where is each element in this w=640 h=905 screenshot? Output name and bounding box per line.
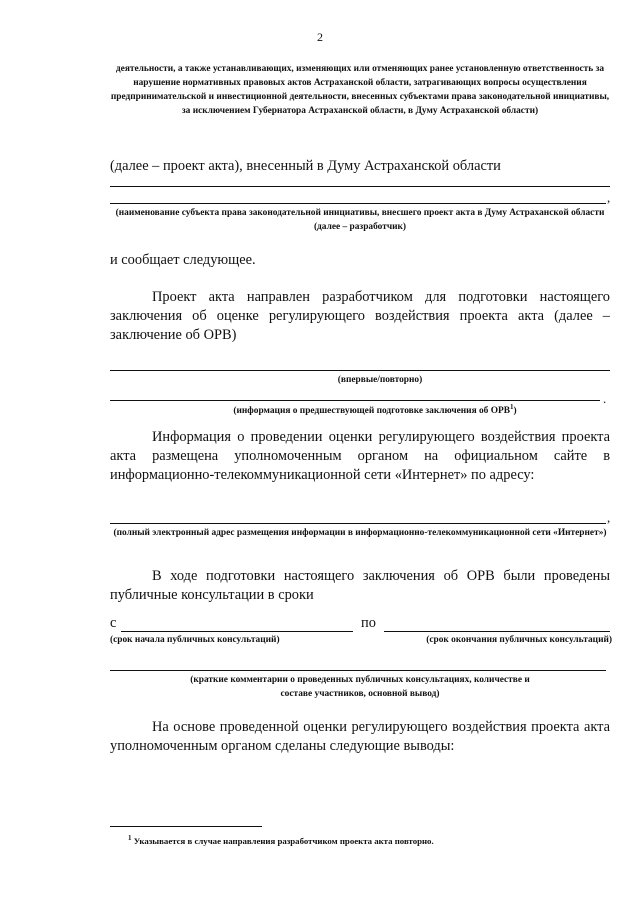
prev-info-caption: (информация о предшествующей подготовке заключения об ОРВ$^1$) <box>233 402 517 416</box>
comments-caption: (краткие комментарии о проведенных публичных консультациях, количестве и составе участников, основной вывод) <box>190 675 530 699</box>
blank-line-developer-2 <box>110 203 606 204</box>
page-number: 2 <box>317 30 323 44</box>
blank-line-end-date <box>384 631 610 632</box>
trailing-comma-2: , <box>607 510 611 525</box>
footnote-reference: 1 <box>509 402 514 411</box>
developer-caption: (наименование субъекта права законодательной инициативы, внесшего проект акта в Думу Астраханской области (далее – разработчик) <box>115 208 605 232</box>
end-caption: (срок окончания публичных консультаций) <box>426 635 612 645</box>
footnote-separator <box>110 826 262 827</box>
footnote-number: 1 <box>128 834 132 843</box>
trailing-comma: , <box>607 190 611 205</box>
blank-line-comments <box>110 670 606 671</box>
footnote: $^1$ Указывается в случае направления разработчиком проекта акта повторно. <box>128 834 434 846</box>
blank-line-start-date <box>121 631 353 632</box>
blank-line-developer-1 <box>110 186 610 187</box>
trailing-period: . <box>603 391 607 406</box>
reports-line: и сообщает следующее. <box>110 252 256 268</box>
header-paragraph: деятельности, а также устанавливающих, изменяющих или отменяющих ранее установленную ответственность за нарушение нормативных правовых актов Астраханской области, затрагивающих вопросы осуществления предпринимательской и инвестиционной деятельности, внесенных субъектами права законодательной инициативы, за исключением Губернатора Астраханской области, в Думу Астраханской области) <box>110 64 610 116</box>
blank-line-first-repeat <box>110 370 610 371</box>
start-caption: (срок начала публичных консультаций) <box>110 635 280 645</box>
project-line: (далее – проект акта), внесенный в Думу Астраханской области <box>110 158 501 174</box>
to-label: по <box>361 615 376 631</box>
conclusion-paragraph: На основе проведенной оценки регулирующего воздействия проекта акта уполномоченным органом сделаны следующие выводы: <box>110 719 610 754</box>
from-label: с <box>110 615 117 631</box>
blank-line-address <box>110 523 606 524</box>
blank-line-prev-info <box>110 400 600 401</box>
consultations-paragraph: В ходе подготовки настоящего заключения об ОРВ были проведены публичные консультации в сроки <box>110 568 610 603</box>
address-caption: (полный электронный адрес размещения информации в информационно-телекоммуникационной сети «Интернет») <box>113 528 607 538</box>
info-paragraph: Информация о проведении оценки регулирующего воздействия проекта акта размещена уполномоченным органом на официальном сайте в информационно-телекоммуникационной сети «Интернет» по адресу: <box>110 429 610 483</box>
first-repeat-caption: (впервые/повторно) <box>337 375 423 385</box>
project-sent-paragraph: Проект акта направлен разработчиком для подготовки настоящего заключения об оценке регулирующего воздействия проекта акта (далее – заключение об ОРВ) <box>110 289 610 343</box>
